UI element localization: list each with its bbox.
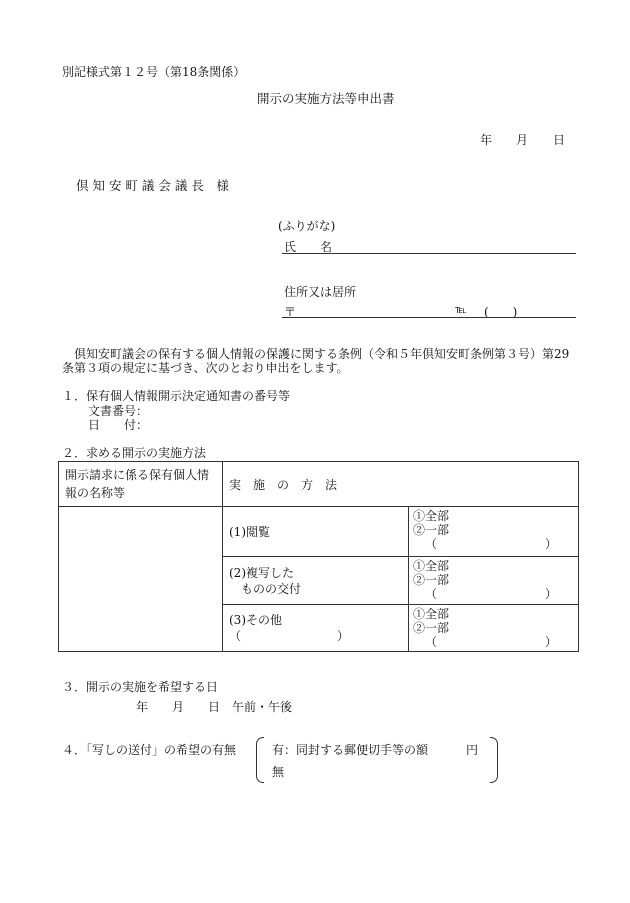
tel-mark: ℡ — [455, 303, 467, 316]
method-cell-2: (2)複写した ものの交付 — [223, 557, 409, 605]
method-header: 実 施 の 方 法 — [223, 462, 579, 507]
section4-heading: ４．「写しの送付」の希望の有無 — [62, 743, 237, 757]
method-cell-3: (3)その他 （ ） — [223, 605, 409, 652]
options-cell-2[interactable]: ①全部 ②一部 （ ） — [409, 557, 579, 605]
table-row — [59, 507, 579, 557]
section3-heading: ３．開示の実施を希望する日 — [62, 680, 219, 694]
section2-heading: ２．求める開示の実施方法 — [62, 446, 207, 460]
address-underline — [282, 317, 576, 318]
method-table — [58, 461, 579, 652]
info-name-cell[interactable] — [59, 507, 223, 652]
desired-date-line: 年 月 日 午前・午後 — [136, 700, 293, 714]
furigana-label: (ふりがな) — [278, 219, 336, 233]
address-label: 住所又は居所 — [284, 285, 357, 299]
method-cell-1: (1)閲覧 — [223, 507, 409, 557]
options-cell-3[interactable]: ①全部 ②一部 （ ） — [409, 605, 579, 652]
name-underline — [282, 253, 576, 254]
intro-line-2: 条第３項の規定に基づき、次のとおり申出をします。 — [62, 361, 349, 375]
section1-heading: １．保有個人情報開示決定通知書の番号等 — [62, 389, 291, 403]
intro-line-1: 倶知安町議会の保有する個人情報の保護に関する条例（令和５年倶知安町条例第３号）第29 — [74, 347, 570, 361]
date-month: 月 — [516, 133, 529, 147]
name-label: 氏 名 — [284, 240, 333, 254]
date-day: 日 — [553, 133, 566, 147]
addressee: 倶 知 安 町 議 会 議 長 様 — [76, 178, 229, 193]
date-year: 年 — [480, 133, 493, 147]
postal-mark: 〒 — [284, 305, 297, 319]
left-brace — [256, 737, 264, 783]
options-cell-1[interactable]: ①全部 ②一部 （ ） — [409, 507, 579, 557]
info-name-header: 開示請求に係る保有個人情 報の名称等 — [59, 462, 223, 507]
document-title: 開示の実施方法等申出書 — [257, 91, 395, 106]
doc-number-label: 文書番号： — [88, 404, 149, 418]
form-number: 別記様式第１２号（第18条関係） — [62, 65, 246, 79]
doc-date-label: 日 付： — [88, 418, 149, 432]
right-brace — [490, 737, 498, 783]
option-no[interactable]: 無 — [272, 765, 285, 779]
yen-label: 円 — [466, 743, 479, 757]
tel-paren: ( ) — [484, 305, 518, 319]
table-header-row — [59, 462, 579, 507]
option-yes[interactable]: 有：同封する郵便切手等の額 — [272, 743, 429, 757]
